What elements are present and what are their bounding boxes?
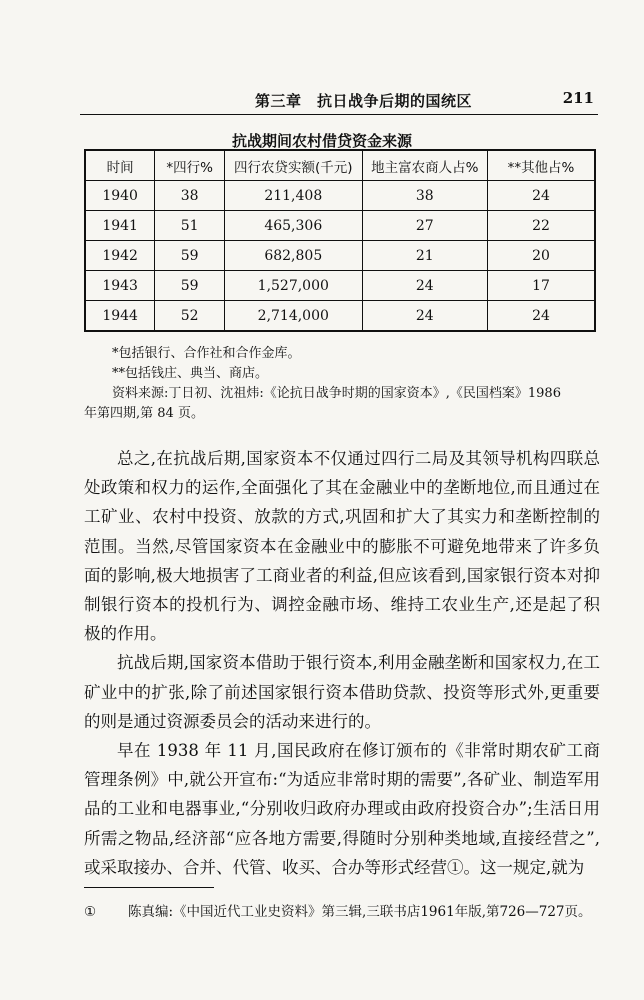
table-cell: 465,306 xyxy=(225,211,363,241)
footnote-divider xyxy=(84,887,214,888)
table-title: 抗战期间农村借贷资金来源 xyxy=(231,132,412,150)
column-header: 时间 xyxy=(85,150,155,181)
table-header-row xyxy=(85,150,595,181)
footnote xyxy=(84,900,604,920)
column-header: 四行农贷实额(千元) xyxy=(225,150,363,181)
table-cell: 52 xyxy=(155,301,225,332)
table-cell: 1941 xyxy=(85,211,155,241)
table-cell: 1943 xyxy=(85,271,155,301)
table-row xyxy=(85,301,595,332)
table-cell: 59 xyxy=(155,241,225,271)
footnote-mark: ① xyxy=(84,904,97,920)
loan-source-table xyxy=(84,149,596,332)
running-header xyxy=(80,86,598,115)
column-header: *四行% xyxy=(155,150,225,181)
footnote-text: 陈真编:《中国近代工业史资料》第三辑,三联书店1961年版,第726—727页。 xyxy=(128,904,592,920)
page-number: 211 xyxy=(562,89,594,107)
table-cell: 24 xyxy=(362,271,487,301)
chapter-title: 第三章 抗日战争后期的国统区 xyxy=(255,92,473,110)
table-cell: 17 xyxy=(487,271,595,301)
table-cell: 2,714,000 xyxy=(225,301,363,332)
table-cell: 20 xyxy=(487,241,595,271)
body-text xyxy=(84,444,600,882)
table-cell: 1940 xyxy=(85,181,155,211)
table-row xyxy=(85,181,595,211)
source-citation: 资料来源:丁日初、沈祖炜:《论抗日战争时期的国家资本》,《民国档案》1986 xyxy=(112,386,561,401)
table-cell: 38 xyxy=(155,181,225,211)
table-cell: 24 xyxy=(487,181,595,211)
table-cell: 1944 xyxy=(85,301,155,332)
table-notes xyxy=(84,344,602,424)
source-citation-cont: 年第四期,第 84 页。 xyxy=(84,406,204,421)
table-cell: 21 xyxy=(362,241,487,271)
table-row xyxy=(85,241,595,271)
table-cell: 22 xyxy=(487,211,595,241)
table-cell: 1,527,000 xyxy=(225,271,363,301)
table-cell: 24 xyxy=(487,301,595,332)
table-row xyxy=(85,271,595,301)
paragraph: 抗战后期,国家资本借助于银行资本,利用金融垄断和国家权力,在工矿业中的扩张,除了前述国家银行资本借助贷款、投资等形式外,更重要的则是通过资源委员会的活动来进行的。 xyxy=(84,653,600,731)
paragraph: 总之,在抗战后期,国家资本不仅通过四行二局及其领导机构四联总处政策和权力的运作,全面强化了其在金融业中的垄断地位,而且通过在工矿业、农村中投资、放款的方式,巩固和扩大了其实力和垄断控制的范围。当然,尽管国家资本在金融业中的膨胀不可避免地带来了许多负面的影响,极大地损害了工商业者的利益,但应该看到,国家银行资本对抑制银行资本的投机行为、调控金融市场、维持工农业生产,还是起了积极的作用。 xyxy=(84,449,600,644)
table-cell: 27 xyxy=(362,211,487,241)
table-row xyxy=(85,211,595,241)
table-cell: 211,408 xyxy=(225,181,363,211)
table-cell: 59 xyxy=(155,271,225,301)
table-note: **包括钱庄、典当、商店。 xyxy=(112,366,269,381)
table-cell: 682,805 xyxy=(225,241,363,271)
table-cell: 51 xyxy=(155,211,225,241)
table-cell: 1942 xyxy=(85,241,155,271)
table-note: *包括银行、合作社和合作金库。 xyxy=(112,346,301,361)
column-header: **其他占% xyxy=(487,150,595,181)
column-header: 地主富农商人占% xyxy=(362,150,487,181)
table-cell: 24 xyxy=(362,301,487,332)
paragraph: 早在 1938 年 11 月,国民政府在修订颁布的《非常时期农矿工商管理条例》中,就公开宣布:“为适应非常时期的需要”,各矿业、制造军用品的工业和电器事业,“分别收归政府办理或由政府投资合办”;生活日用所需之物品,经济部“应各地方需要,得随时分别种类地域,直接经营之”,或采取接办、合并、代管、收买、合办等形式经营①。这一规定,就为 xyxy=(84,741,600,877)
table-cell: 38 xyxy=(362,181,487,211)
